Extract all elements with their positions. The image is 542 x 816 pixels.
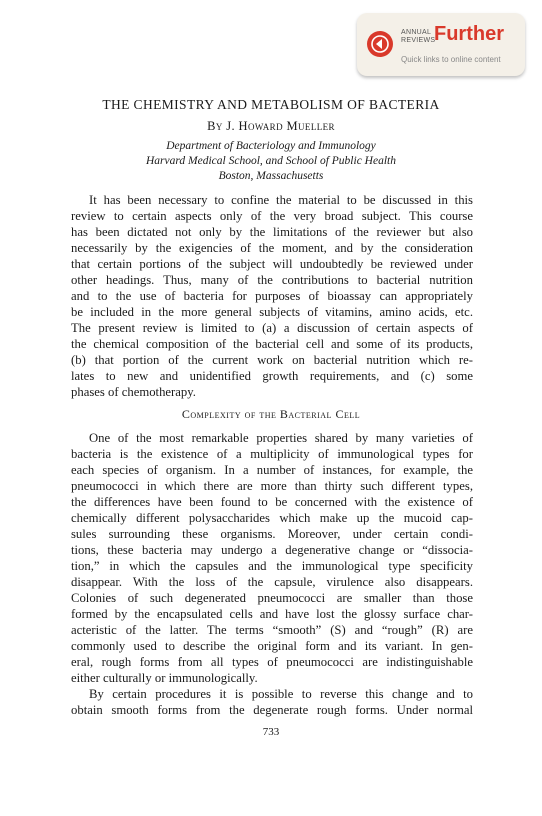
text-line: lates to new and unidentified growth requirements, and (c) some [71,369,473,383]
text-line: By certain procedures it is possible to reverse this change and to [89,687,473,701]
text-line: (b) that portion of the current work on bacterial nutrition which re- [71,353,473,367]
page-number: 733 [262,726,280,738]
text-line: obtain smooth forms from the degenerate rough forms. Under normal [71,703,473,717]
text-line: The present review is limited to (a) a discussion of certain aspects of [71,321,473,335]
text-line: be included in the more general subjects of vitamins, amino acids, etc. [71,305,473,319]
text-line: formed by the encapsulated cells and have lost the glossy surface char- [71,607,473,621]
affiliation-line: Harvard Medical School, and School of Public Health [146,155,396,167]
text-line: Colonies of such degenerated pneumococci are smaller than those [71,591,473,605]
text-line: other headings. Thus, many of the contributions to bacterial nutrition [71,273,473,287]
text-line: each species of organism. In a number of instances, for example, the [71,463,473,477]
affiliation-line: Department of Bacteriology and Immunology [166,140,376,152]
text-line: has been dictated not only by the limitations of the reviewer but also [71,225,473,239]
badge-annual-reviews [401,29,435,45]
article-title: THE CHEMISTRY AND METABOLISM OF BACTERIA [102,97,440,112]
text-line: review to certain aspects only of the very broad subject. This course [71,209,473,223]
text-line: necessarily by the exigencies of the moment, and by the consideration [71,241,473,255]
badge-subtitle: Quick links to online content [401,55,501,64]
text-line: pneumococci in which there are more than thirty such different types, [71,479,473,493]
arrow-icon [367,31,393,57]
text-line: either culturally or immunologically. [71,671,258,685]
text-line: the chemical composition of the bacterial cell and some of its products, [71,337,473,351]
text-line: that certain portions of the subject will undoubtedly be reviewed under [71,257,473,271]
badge-annual-label: ANNUAL [401,29,432,36]
text-line: eral, rough forms from all types of pneumococci are indistinguishable [71,655,473,669]
text-line: sules surrounding these organisms. Moreover, under certain condi- [71,527,473,541]
text-line: One of the most remarkable properties shared by many varieties of [89,431,473,445]
further-badge[interactable] [357,13,525,76]
text-line: tions, these bacteria may undergo a degenerative change or “dissocia- [71,543,473,557]
text-line: commonly used to describe the original form and its variant. In gen- [71,639,473,653]
author-line: By J. Howard Mueller [207,119,335,133]
affiliation-line: Boston, Massachusetts [218,170,324,182]
badge-further-label: Further [434,23,504,45]
text-line: tion,” in which the capsules and the immunological type specificity [71,559,473,573]
text-line: bacteria is the existence of a multiplicity of immunological types for [71,447,473,461]
text-line: It has been necessary to confine the material to be discussed in this [89,193,473,207]
text-line: phases of chemotherapy. [71,385,196,399]
badge-reviews-label: REVIEWS [401,37,436,44]
section-heading: Complexity of the Bacterial Cell [181,407,361,421]
text-line: the differences have been found to be concerned with the existence of [71,495,473,509]
text-line: acteristic of the latter. The terms “smooth” (S) and “rough” (R) are [71,623,473,637]
text-line: disappear. With the loss of the capsule, virulence also disappears. [71,575,473,589]
text-line: chemically different polysaccharides which make up the mucoid cap- [71,511,473,525]
text-line: and to the use of bacteria for purposes of bioassay can appropriately [71,289,473,303]
